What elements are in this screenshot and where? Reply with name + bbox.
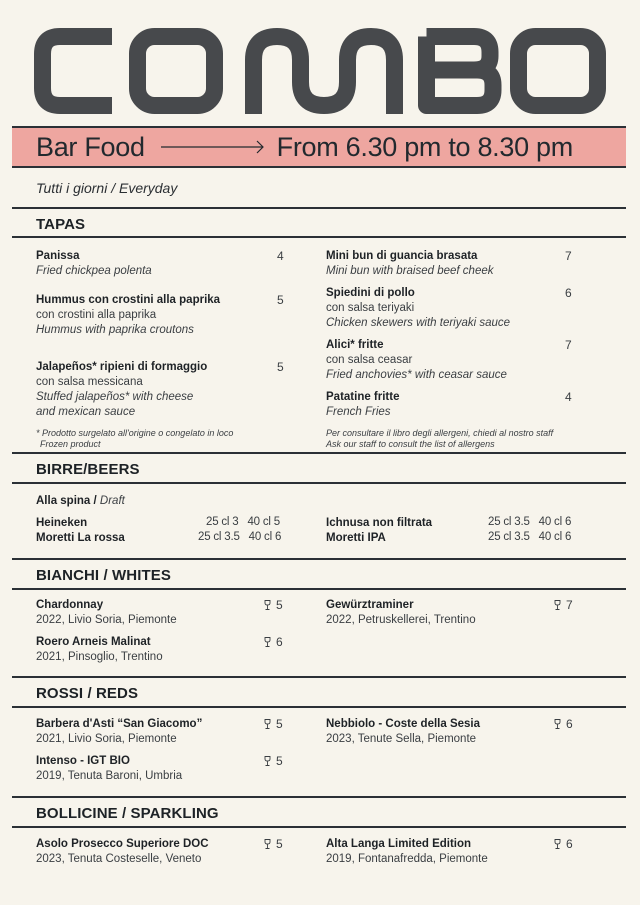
wine-price: 6	[554, 717, 573, 731]
long-right-arrow-icon	[161, 140, 265, 154]
wine-price: 5	[264, 598, 283, 612]
wine-item: Gewürztraminer 2022, Petruskellerei, Trentino	[326, 599, 476, 626]
item-english: French Fries	[326, 406, 391, 418]
item-name: Panissa	[36, 250, 80, 262]
section-title-tapas: TAPAS	[36, 216, 86, 233]
item-price: 4	[277, 249, 284, 263]
beer-item: Heineken	[36, 517, 88, 529]
wine-glass-icon	[264, 637, 271, 647]
bar-food-banner	[12, 126, 626, 168]
divider	[12, 482, 626, 484]
draft-label: Alla spina / Draft	[36, 495, 125, 507]
item-name: Mini bun di guancia brasata	[326, 250, 478, 262]
item-name: Patatine fritte	[326, 391, 400, 403]
menu-item	[326, 338, 507, 383]
allergens-note: Per consultare il libro degli allergeni, chiedi al nostro staff Ask our staff to consult the list of allergens	[326, 428, 554, 449]
divider	[12, 236, 626, 238]
item-name: Hummus con crostini alla paprika	[36, 294, 221, 306]
beer-sizes: 25 cl 3.5 40 cl 6	[488, 516, 572, 528]
menu-item	[36, 360, 207, 420]
wine-item: Roero Arneis Malinat 2021, Pinsoglio, Trentino	[36, 636, 163, 663]
combo-logo	[34, 28, 606, 114]
wine-glass-icon	[554, 600, 561, 610]
item-english-cont: and mexican sauce	[36, 406, 136, 418]
wine-price: 5	[264, 837, 283, 851]
divider	[12, 676, 626, 678]
section-title-sparkling: BOLLICINE / SPARKLING	[36, 805, 219, 822]
wine-item: Alta Langa Limited Edition 2019, Fontanafredda, Piemonte	[326, 838, 488, 865]
item-price: 4	[565, 390, 572, 404]
item-price: 7	[565, 249, 572, 263]
wine-price: 5	[264, 754, 283, 768]
item-price: 5	[277, 360, 284, 374]
wine-price: 6	[554, 837, 573, 851]
item-subtitle: con crostini alla paprika	[36, 309, 157, 321]
divider	[12, 452, 626, 454]
divider	[12, 558, 626, 560]
menu-item	[326, 390, 400, 420]
beer-item: Ichnusa non filtrata	[326, 517, 433, 529]
section-title-reds: ROSSI / REDS	[36, 685, 139, 702]
wine-glass-icon	[554, 839, 561, 849]
wine-item: Intenso - IGT BIO 2019, Tenuta Baroni, Umbria	[36, 755, 183, 782]
wine-price: 7	[554, 598, 573, 612]
beer-sizes: 25 cl 3.5 40 cl 6	[198, 531, 282, 543]
beer-sizes: 25 cl 3 40 cl 5	[206, 516, 280, 528]
item-english: Fried chickpea polenta	[36, 265, 152, 277]
item-name: Spiedini di pollo	[326, 287, 415, 299]
wine-item: Nebbiolo - Coste della Sesia 2023, Tenute Sella, Piemonte	[326, 718, 481, 745]
wine-glass-icon	[264, 719, 271, 729]
banner-time: From 6.30 pm to 8.30 pm	[276, 131, 573, 162]
divider	[12, 207, 626, 209]
item-subtitle: con salsa ceasar	[326, 354, 413, 366]
menu-item	[36, 249, 152, 279]
item-price: 7	[565, 338, 572, 352]
menu-item	[326, 249, 494, 279]
section-title-whites: BIANCHI / WHITES	[36, 567, 171, 584]
item-name: Jalapeños* ripieni di formaggio	[36, 361, 208, 373]
item-english: Fried anchovies* with ceasar sauce	[326, 369, 507, 381]
divider	[12, 706, 626, 708]
combo-logo-icon	[34, 28, 606, 114]
divider	[12, 588, 626, 590]
wine-glass-icon	[264, 839, 271, 849]
wine-price: 6	[264, 635, 283, 649]
item-subtitle: con salsa teriyaki	[326, 302, 415, 314]
item-name: Alici* fritte	[326, 339, 384, 351]
item-english: Mini bun with braised beef cheek	[326, 265, 494, 277]
menu-item	[326, 286, 510, 331]
wine-item: Chardonnay 2022, Livio Soria, Piemonte	[36, 599, 177, 626]
item-price: 5	[277, 293, 284, 307]
wine-price: 5	[264, 717, 283, 731]
item-english: Hummus with paprika croutons	[36, 324, 194, 336]
item-english: Stuffed jalapeños* with cheese	[36, 391, 194, 403]
wine-glass-icon	[264, 600, 271, 610]
wine-glass-icon	[554, 719, 561, 729]
divider	[12, 826, 626, 828]
section-title-beers: BIRRE/BEERS	[36, 461, 140, 478]
menu-item	[36, 293, 220, 338]
wine-item: Barbera d'Asti “San Giacomo” 2021, Livio Soria, Piemonte	[36, 718, 203, 745]
frozen-note: * Prodotto surgelato all'origine o congelato in loco Frozen product	[36, 428, 234, 449]
availability-note: Tutti i giorni / Everyday	[36, 180, 178, 196]
beer-sizes: 25 cl 3.5 40 cl 6	[488, 531, 572, 543]
item-price: 6	[565, 286, 572, 300]
beer-item: Moretti La rossa	[36, 532, 125, 544]
banner-title: Bar Food	[36, 131, 145, 162]
wine-item: Asolo Prosecco Superiore DOC 2023, Tenuta Costeselle, Veneto	[36, 838, 209, 865]
item-subtitle: con salsa messicana	[36, 376, 143, 388]
wine-glass-icon	[264, 756, 271, 766]
beer-item: Moretti IPA	[326, 532, 386, 544]
divider	[12, 796, 626, 798]
item-english: Chicken skewers with teriyaki sauce	[326, 317, 511, 329]
